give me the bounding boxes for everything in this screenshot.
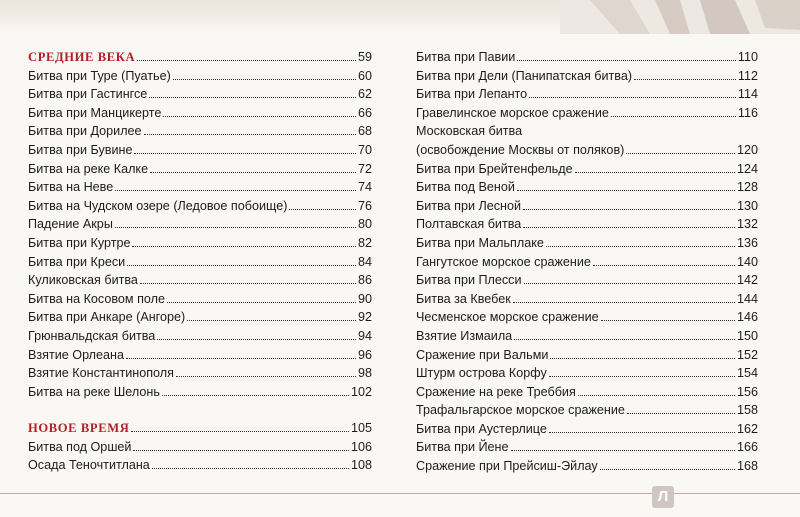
- toc-entry-title: Битва на Неве: [28, 180, 114, 195]
- toc-entry-title: Чесменское морское сражение: [416, 310, 599, 325]
- toc-entry-title: Куликовская битва: [28, 273, 138, 288]
- dot-leader: [523, 227, 735, 228]
- dot-leader: [514, 339, 735, 340]
- toc-entry-title: Битва при Брейтенфельде: [416, 161, 573, 176]
- toc-entry[interactable]: [416, 308, 758, 327]
- page-number: 110: [737, 50, 758, 64]
- toc-entry[interactable]: [28, 160, 372, 179]
- page-number: 168: [736, 459, 758, 474]
- labirint-logo-icon: Л: [652, 486, 674, 508]
- toc-left-column: [28, 48, 372, 475]
- page-number: 94: [357, 328, 372, 343]
- toc-entry-title: Гангутское морское сражение: [416, 254, 591, 269]
- toc-entry-title: Битва при Бувине: [28, 142, 133, 157]
- dot-leader: [133, 450, 349, 451]
- dot-leader: [173, 79, 356, 80]
- toc-entry[interactable]: [28, 67, 372, 86]
- page-number: 62: [357, 87, 372, 102]
- toc-entry-title: Полтавская битва: [416, 217, 522, 232]
- page-number: 76: [357, 198, 372, 213]
- toc-entry-title: Сражение на реке Треббия: [416, 384, 576, 399]
- section-gap: [28, 401, 372, 419]
- header-band: [0, 0, 800, 34]
- dot-leader: [289, 209, 356, 210]
- page-number: 114: [737, 87, 758, 102]
- toc-entry-title: Битва при Дели (Панипатская битва): [416, 68, 633, 83]
- dot-leader: [546, 246, 735, 247]
- toc-entry-title: Битва за Квебек: [416, 291, 511, 306]
- toc-entry[interactable]: [416, 197, 758, 216]
- toc-entry[interactable]: [416, 253, 758, 272]
- dot-leader: [511, 450, 735, 451]
- page-number: 162: [736, 421, 758, 436]
- page-number: 112: [737, 68, 758, 83]
- bottom-rule: [0, 493, 800, 494]
- page-number: 74: [357, 180, 372, 195]
- toc-entry-title: Трафальгарское морское сражение: [416, 403, 625, 418]
- page-number: 120: [736, 142, 758, 157]
- toc-entry-title: (освобождение Москвы от поляков): [416, 142, 625, 157]
- toc-entry-title: Московская битва: [416, 124, 523, 139]
- toc-entry-title: Битва под Оршей: [28, 439, 132, 454]
- toc-entry-title: Битва при Дорилее: [28, 124, 142, 139]
- dot-leader: [152, 468, 349, 469]
- dot-leader: [115, 227, 356, 228]
- header-illustration: [560, 0, 800, 34]
- dot-leader: [524, 283, 735, 284]
- page-number: 106: [350, 439, 372, 454]
- dot-leader: [150, 172, 356, 173]
- dot-leader: [132, 246, 356, 247]
- toc-entry[interactable]: [416, 420, 758, 439]
- toc-entry-title: Сражение при Вальми: [416, 347, 549, 362]
- dot-leader: [626, 153, 735, 154]
- dot-leader: [176, 376, 356, 377]
- toc-entry-title: Гравелинское морское сражение: [416, 105, 609, 120]
- dot-leader: [634, 79, 736, 80]
- toc-entry[interactable]: [28, 253, 372, 272]
- page-number: 68: [357, 124, 372, 139]
- toc-entry[interactable]: [416, 290, 758, 309]
- toc-entry-title: Грюнвальдская битва: [28, 328, 156, 343]
- dot-leader: [550, 358, 735, 359]
- dot-leader: [127, 265, 356, 266]
- dot-leader: [157, 339, 356, 340]
- toc-entry-title: Битва на реке Калке: [28, 161, 149, 176]
- toc-entry-title: Битва при Аустерлице: [416, 421, 547, 436]
- toc-entry[interactable]: [416, 122, 758, 141]
- toc-entry-title: Битва при Лесной: [416, 198, 522, 213]
- dot-leader: [187, 320, 356, 321]
- toc-entry-title: Штурм острова Корфу: [416, 366, 547, 381]
- page-number: 70: [357, 142, 372, 157]
- page-number: 90: [357, 291, 372, 306]
- section-heading[interactable]: [28, 419, 372, 438]
- page-number: 96: [357, 347, 372, 362]
- dot-leader: [627, 413, 735, 414]
- toc-entry-title: Взятие Измаила: [416, 328, 513, 343]
- toc-right-column: [416, 48, 758, 476]
- toc-entry-title: Битва при Манцикерте: [28, 105, 162, 120]
- toc-entry-title: Битва при Йене: [416, 440, 509, 455]
- dot-leader: [513, 302, 735, 303]
- dot-leader: [162, 395, 349, 396]
- page-number: 86: [357, 273, 372, 288]
- dot-leader: [529, 97, 736, 98]
- page-number: 124: [736, 161, 758, 176]
- toc-entry[interactable]: [28, 364, 372, 383]
- toc-entry[interactable]: [416, 160, 758, 179]
- dot-leader: [134, 153, 356, 154]
- toc-entry[interactable]: [28, 271, 372, 290]
- dot-leader: [131, 431, 349, 432]
- page-number: 72: [357, 161, 372, 176]
- page-number: 152: [736, 347, 758, 362]
- toc-entry[interactable]: [28, 104, 372, 123]
- page-number: 150: [736, 328, 758, 343]
- page-number: 130: [736, 198, 758, 213]
- toc-entry[interactable]: [416, 141, 758, 160]
- page-number: 66: [357, 105, 372, 120]
- toc-entry[interactable]: [28, 438, 372, 457]
- toc-list-middle-ages: [28, 48, 372, 401]
- dot-leader: [115, 190, 356, 191]
- page-number: 154: [736, 366, 758, 381]
- toc-entry-title: Битва на Чудском озере (Ледовое побоище): [28, 198, 288, 213]
- toc-entry[interactable]: [28, 327, 372, 346]
- toc-list-new-time: [28, 419, 372, 475]
- page-number: 92: [357, 310, 372, 325]
- dot-leader: [611, 116, 736, 117]
- toc-entry-title: Битва на Косовом поле: [28, 291, 165, 306]
- toc-entry[interactable]: [416, 178, 758, 197]
- toc-entry[interactable]: [416, 234, 758, 253]
- dot-leader: [140, 283, 356, 284]
- dot-leader: [149, 97, 356, 98]
- toc-entry[interactable]: [28, 456, 372, 475]
- dot-leader: [601, 320, 735, 321]
- page-number: 136: [736, 235, 758, 250]
- toc-entry-title: Битва при Туре (Пуатье): [28, 68, 171, 83]
- page-number: 116: [737, 105, 758, 120]
- toc-entry[interactable]: [416, 327, 758, 346]
- toc-entry[interactable]: [28, 308, 372, 327]
- toc-entry[interactable]: [416, 438, 758, 457]
- page-number: 144: [736, 291, 758, 306]
- toc-entry[interactable]: [28, 383, 372, 402]
- toc-entry[interactable]: [28, 215, 372, 234]
- toc-entry[interactable]: [28, 234, 372, 253]
- page-number: 84: [357, 254, 372, 269]
- page-number: 166: [736, 440, 758, 455]
- toc-entry[interactable]: [416, 271, 758, 290]
- toc-entry[interactable]: [416, 457, 758, 476]
- dot-leader: [578, 395, 735, 396]
- dot-leader: [575, 172, 735, 173]
- page-number: 102: [350, 384, 372, 399]
- dot-leader: [163, 116, 356, 117]
- page-number: 140: [736, 254, 758, 269]
- toc-entry[interactable]: [28, 346, 372, 365]
- toc-entry-title: Взятие Константинополя: [28, 366, 174, 381]
- toc-entry[interactable]: [416, 215, 758, 234]
- toc-entry[interactable]: [28, 122, 372, 141]
- toc-entry[interactable]: [28, 197, 372, 216]
- page-number: 156: [736, 384, 758, 399]
- page-number: 60: [357, 68, 372, 83]
- toc-entry-title: Битва при Гастингсе: [28, 87, 148, 102]
- section-title: НОВОЕ ВРЕМЯ: [28, 421, 130, 436]
- toc-list-continued: [416, 48, 758, 476]
- page-number: 142: [736, 273, 758, 288]
- section-heading[interactable]: [28, 48, 372, 67]
- page-number: 158: [736, 403, 758, 418]
- page-number: 146: [736, 310, 758, 325]
- toc-entry-title: Сражение при Прейсиш-Эйлау: [416, 459, 598, 474]
- dot-leader: [523, 209, 735, 210]
- dot-leader: [167, 302, 356, 303]
- toc-entry-title: Битва при Креси: [28, 254, 126, 269]
- toc-entry[interactable]: [416, 383, 758, 402]
- toc-entry[interactable]: [416, 48, 758, 67]
- toc-entry-title: Падение Акры: [28, 217, 113, 232]
- dot-leader: [593, 265, 735, 266]
- toc-entry-title: Битва при Плесси: [416, 273, 522, 288]
- dot-leader: [517, 190, 735, 191]
- dot-leader: [126, 358, 356, 359]
- dot-leader: [517, 60, 736, 61]
- toc-entry-title: Битва под Веной: [416, 180, 515, 195]
- toc-entry-title: Взятие Орлеана: [28, 347, 124, 362]
- page-number: 132: [736, 217, 758, 232]
- page-number: 98: [357, 366, 372, 381]
- toc-entry-title: Битва при Куртре: [28, 235, 131, 250]
- toc-entry-title: Битва при Павии: [416, 50, 516, 64]
- toc-entry[interactable]: [28, 85, 372, 104]
- toc-entry[interactable]: [416, 401, 758, 420]
- toc-entry[interactable]: [28, 141, 372, 160]
- page-number: 82: [357, 235, 372, 250]
- dot-leader: [600, 469, 735, 470]
- toc-entry[interactable]: [28, 178, 372, 197]
- page-number: 128: [736, 180, 758, 195]
- toc-entry[interactable]: [416, 85, 758, 104]
- toc-entry-title: Битва при Лепанто: [416, 87, 528, 102]
- dot-leader: [137, 60, 356, 61]
- page-number: 80: [357, 217, 372, 232]
- dot-leader: [549, 432, 735, 433]
- toc-entry-title: Битва при Анкаре (Ангоре): [28, 310, 186, 325]
- dot-leader: [144, 134, 356, 135]
- page-number: 59: [357, 50, 372, 64]
- section-title: СРЕДНИЕ ВЕКА: [28, 50, 136, 64]
- toc-entry-title: Битва на реке Шелонь: [28, 384, 160, 399]
- toc-entry[interactable]: [416, 346, 758, 365]
- toc-entry[interactable]: [416, 104, 758, 123]
- page-number: 108: [350, 458, 372, 473]
- toc-entry-title: Осада Теночтитлана: [28, 458, 150, 473]
- toc-entry[interactable]: [416, 67, 758, 86]
- toc-entry[interactable]: [416, 364, 758, 383]
- toc-entry-title: Битва при Мальплаке: [416, 235, 544, 250]
- toc-entry[interactable]: [28, 290, 372, 309]
- page-number: 105: [350, 421, 372, 436]
- dot-leader: [549, 376, 735, 377]
